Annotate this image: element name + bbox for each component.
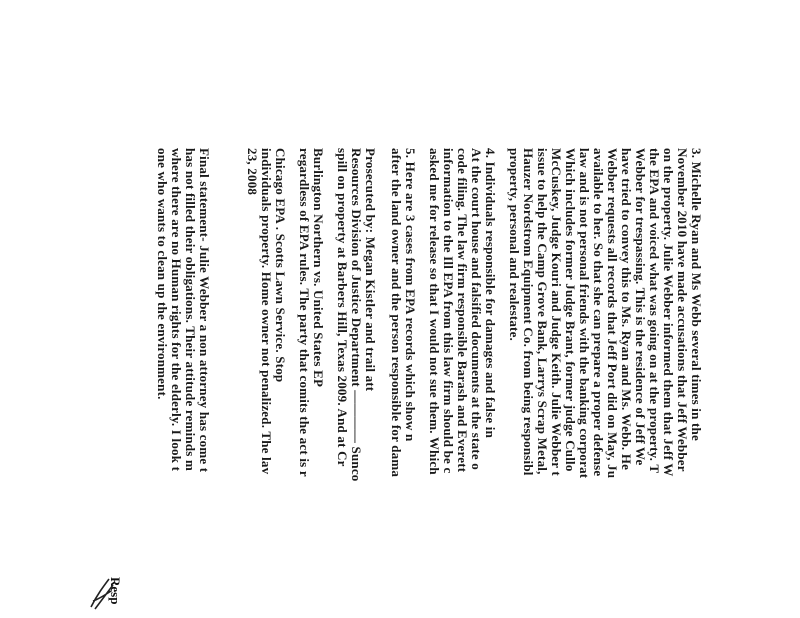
text-line: 3. Michelle Ryan and Ms Webb several times in the [689, 148, 704, 441]
text-line: individuals property. Home owner not penalized. The lav [259, 148, 274, 475]
text-line: after the land owner and the person responsible for dama [389, 148, 404, 478]
text-line: Hauzer Nordstrom Equipment Co. from being responsibl [521, 148, 536, 476]
closing-text: Resp [108, 577, 123, 605]
text-line: Prosecuted by: Megan Kistler and trail att [363, 148, 378, 392]
text-line: has not filled their obligations. Their attitude reminds m [183, 148, 198, 472]
text-line: code filing. The law firm responsible Barash and Everett [455, 148, 470, 473]
text-line: spill on property at Barbers Hill, Texas 2009. And at Cr [335, 148, 350, 467]
text-line: law and is not personal friends with the banking corporat [577, 148, 592, 479]
text-line: issue to help the Camp Grove Bank, Larrys Scrap Metal, [535, 148, 550, 475]
text-line: 5. Here are 3 cases from EPA records which show n [403, 148, 418, 442]
text-line: McCuskey, Judge Kouri and Judge Keith. Julie Webber t [549, 148, 564, 476]
text-line: November 2010 have made accusations that Jeff Webber [675, 148, 690, 472]
text-line: 4. Individuals responsible for damages and false in [483, 148, 498, 439]
text-line: the EPA and voiced what was going on at the property. T [647, 148, 662, 474]
text-line: At the court house and falsified documents at the state o [469, 148, 484, 470]
text-line: available to her. So that she can prepare a proper defense [591, 148, 606, 477]
text-line: 23, 2008 [245, 148, 260, 196]
text-line: where there are no Human rights for the elderly. I look t [169, 148, 184, 472]
text-line: on the property. Julie Webber informed them that Jeff W [661, 148, 676, 477]
signature-area [85, 565, 125, 615]
text-line: information to the Ill EPA from this law firm should be c [441, 148, 456, 474]
text-line: Chicago EPA . Scotts Lawn Service. Stop [273, 148, 288, 383]
text-line: Final statement- Julie Webber a non attorney has come t [197, 148, 212, 473]
text-line: Webber requests all records that Jeff Port did on May, Ju [605, 148, 620, 479]
text-line: property, personal and realestate. [507, 148, 522, 342]
text-line: regardless of EPA rules. The party that comits the act is r [297, 148, 312, 477]
text-line: have tried to convey this to Ms. Ryan and Ms. Webb. He [619, 148, 634, 471]
text-line: Webber for trespassing. This is the residence of Jeff We [633, 148, 648, 466]
text-line: one who wants to clean up the environment. [155, 148, 170, 400]
rotated-text-block [143, 148, 703, 618]
text-line: asked me for release so that I would not sue them. Which [427, 148, 442, 475]
signature-mark [85, 565, 125, 615]
text-line: Resources Division of Justice Department ———— Sunco [349, 148, 364, 482]
text-line: Which includes former Judge Brant, former judge Cullo [563, 148, 578, 472]
text-line: Burlington Northern vs. United States EP [311, 148, 326, 388]
